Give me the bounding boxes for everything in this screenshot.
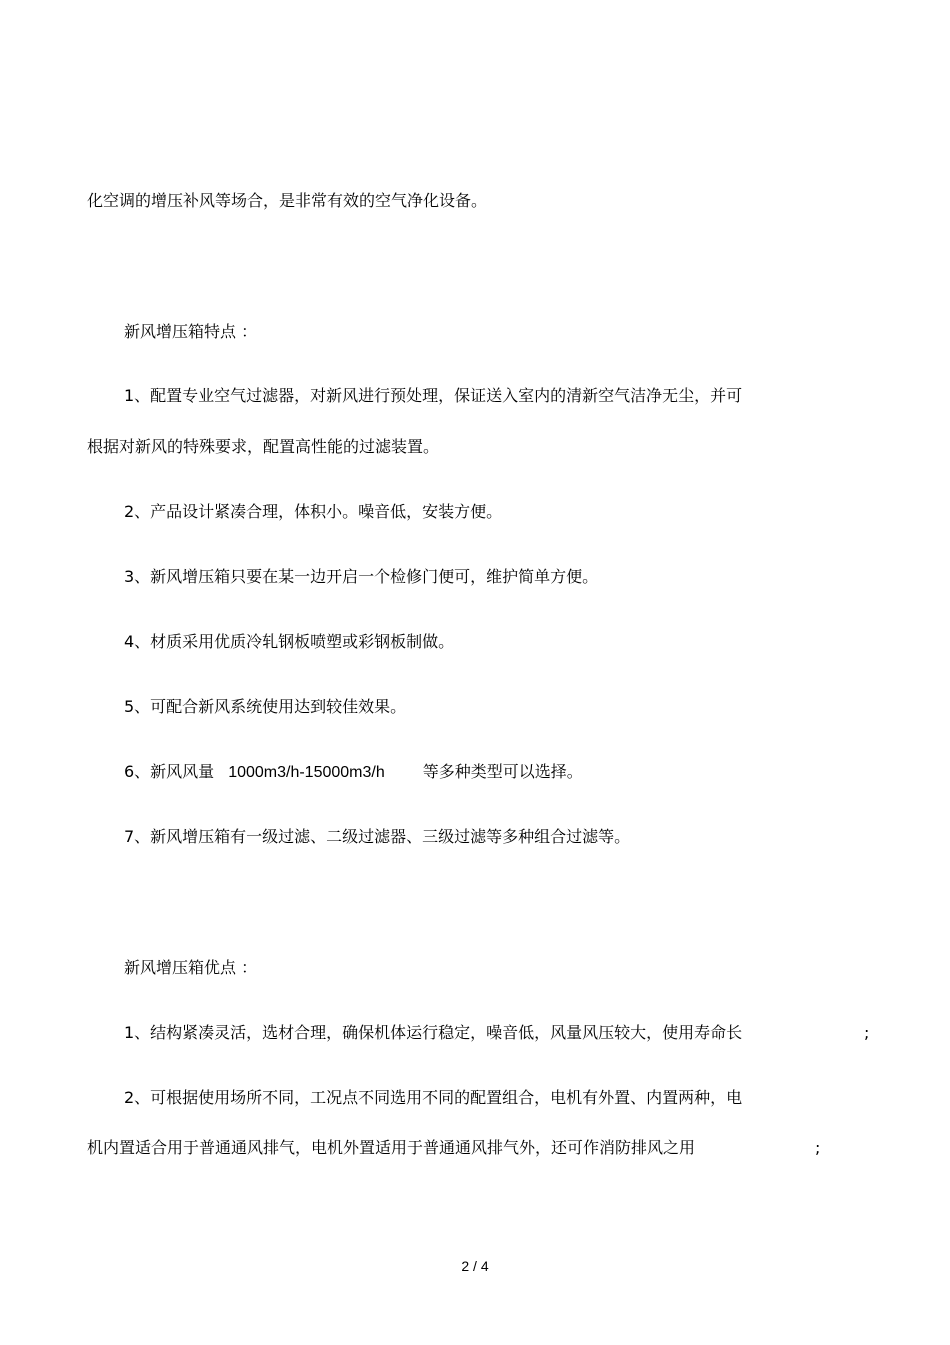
intro-continuation: 化空调的增压补风等场合，是非常有效的空气净化设备。 — [87, 191, 488, 210]
feature-item-1-line-1: 1、配置专业空气过滤器，对新风进行预处理，保证送入室内的清新空气洁净无尘，并可 — [124, 386, 743, 405]
feature-item-7: 7、新风增压箱有一级过滤、二级过滤器、三级过滤等多种组合过滤等。 — [124, 827, 631, 846]
advantage-item-1-end: ; — [864, 1023, 870, 1042]
feature-item-3: 3、新风增压箱只要在某一边开启一个检修门便可，维护简单方便。 — [124, 567, 599, 586]
feature-item-1-line-2: 根据对新风的特殊要求，配置高性能的过滤装置。 — [87, 437, 440, 456]
feature-item-6 — [124, 762, 583, 783]
advantage-item-2-line-2: 机内置适合用于普通通风排气，电机外置适用于普通通风排气外，还可作消防排风之用 — [87, 1138, 696, 1157]
advantage-item-2-line-1: 2、可根据使用场所不同，工况点不同选用不同的配置组合，电机有外置、内置两种，电 — [124, 1088, 743, 1107]
feature-item-5: 5、可配合新风系统使用达到较佳效果。 — [124, 697, 407, 716]
feature-item-6-suffix: 等多种类型可以选择。 — [422, 762, 583, 781]
feature-item-6-label: 6、新风风量 — [124, 762, 215, 781]
feature-item-6-range: 1000m3/h-15000m3/h — [228, 764, 385, 781]
advantages-heading: 新风增压箱优点 ： — [124, 958, 258, 977]
advantage-item-1-text: 1、结构紧凑灵活，选材合理，确保机体运行稳定，噪音低，风量风压较大，使用寿命长 — [124, 1023, 743, 1042]
page-number: 2 / 4 — [461, 1258, 489, 1274]
features-heading: 新风增压箱特点 ： — [124, 322, 258, 341]
feature-item-4: 4、材质采用优质冷轧钢板喷塑或彩钢板制做。 — [124, 632, 455, 651]
advantage-item-2-line-2-end: ; — [815, 1138, 821, 1157]
feature-item-2: 2、产品设计紧凑合理，体积小。噪音低，安装方便。 — [124, 502, 503, 521]
advantage-item-1 — [124, 1023, 742, 1043]
